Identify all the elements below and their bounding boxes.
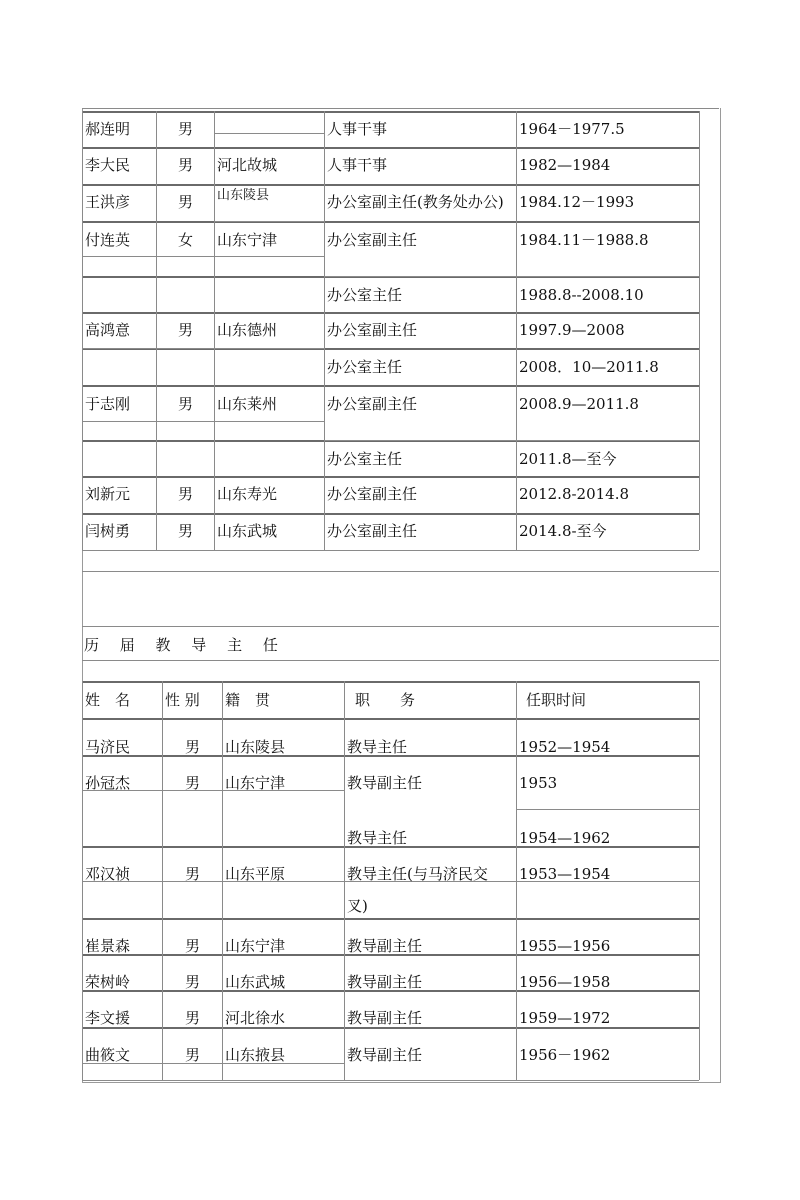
- director-name-cell: 荣树岭: [85, 973, 131, 991]
- period-cell: 2008．10—2011.8: [519, 358, 659, 376]
- v-rule: [324, 111, 325, 550]
- h-rule: [82, 660, 719, 661]
- director-name-cell: 邓汉祯: [85, 865, 131, 883]
- position-cell: 教导副主任: [347, 973, 423, 991]
- gender-cell: 男: [178, 120, 194, 138]
- header-origin: 籍 贯: [225, 691, 271, 709]
- position-cell: 办公室副主任(教务处办公): [327, 193, 504, 211]
- origin-cell: 山东莱州: [217, 395, 278, 413]
- h-rule: [82, 184, 699, 186]
- position-cell: 办公室副主任: [327, 522, 418, 540]
- period-cell: 1997.9—2008: [519, 321, 625, 339]
- v-rule: [699, 111, 700, 550]
- h-rule: [324, 440, 699, 441]
- header-gender: 性 别: [165, 691, 200, 709]
- h-rule: [324, 276, 699, 277]
- gender-cell: 女: [178, 231, 194, 249]
- h-rule: [82, 513, 699, 515]
- gender-cell: 男: [185, 973, 201, 991]
- period-cell: 1956—1958: [519, 973, 611, 991]
- period-cell: 2014.8-至今: [519, 522, 607, 540]
- origin-cell: 山东陵县: [217, 188, 270, 203]
- v-rule: [222, 681, 223, 1080]
- gender-cell: 男: [185, 738, 201, 756]
- h-rule: [82, 421, 324, 422]
- gender-cell: 男: [185, 937, 201, 955]
- position-cell: 办公室副主任: [327, 485, 418, 503]
- gender-cell: 男: [178, 485, 194, 503]
- position-cell: 教导主任(与马济民交: [347, 865, 488, 883]
- period-cell: 1984.12－1993: [519, 193, 635, 211]
- h-rule: [82, 108, 719, 109]
- director-name-cell: 曲筱文: [85, 1046, 131, 1064]
- position-cell: 办公室副主任: [327, 321, 418, 339]
- staff-name-cell: 付连英: [85, 231, 131, 249]
- origin-cell: 河北故城: [217, 156, 278, 174]
- staff-name-cell: 刘新元: [85, 485, 131, 503]
- origin-cell: 山东宁津: [217, 231, 278, 249]
- period-cell: 1982—1984: [519, 156, 611, 174]
- v-rule: [516, 681, 517, 1080]
- origin-cell: 河北徐水: [225, 1009, 286, 1027]
- period-cell: 1955—1956: [519, 937, 611, 955]
- origin-cell: 山东陵县: [225, 738, 286, 756]
- origin-cell: 山东掖县: [225, 1046, 286, 1064]
- gender-cell: 男: [185, 865, 201, 883]
- position-cell: 办公室主任: [327, 358, 403, 376]
- gender-cell: 男: [178, 395, 194, 413]
- period-cell: 2012.8-2014.8: [519, 485, 630, 503]
- position-cell: 人事干事: [327, 120, 388, 138]
- position-cell: 办公室主任: [327, 286, 403, 304]
- h-rule: [82, 918, 699, 920]
- staff-name-cell: 闫树勇: [85, 522, 131, 540]
- v-rule: [699, 681, 700, 1080]
- director-name-cell: 马济民: [85, 738, 131, 756]
- staff-name-cell: 于志刚: [85, 395, 131, 413]
- origin-cell: 山东平原: [225, 865, 286, 883]
- h-rule: [82, 147, 699, 149]
- period-cell: 1952—1954: [519, 738, 611, 756]
- period-cell: 2008.9—2011.8: [519, 395, 639, 413]
- director-name-cell: 崔景森: [85, 937, 131, 955]
- staff-name-cell: 王洪彦: [85, 193, 131, 211]
- position-cell: 人事干事: [327, 156, 388, 174]
- position-cell: 办公室主任: [327, 450, 403, 468]
- position-cell: 教导副主任: [347, 937, 423, 955]
- position-cell: 办公室副主任: [327, 395, 418, 413]
- origin-cell: 山东武城: [225, 973, 286, 991]
- period-cell: 2011.8—至今: [519, 450, 617, 468]
- h-rule: [82, 312, 699, 314]
- h-rule: [82, 571, 719, 572]
- director-name-cell: 李文援: [85, 1009, 131, 1027]
- h-rule: [82, 550, 699, 551]
- h-rule: [82, 1080, 699, 1081]
- h-rule: [214, 133, 324, 134]
- staff-name-cell: 李大民: [85, 156, 131, 174]
- period-cell: 1959—1972: [519, 1009, 611, 1027]
- period-cell: 1956－1962: [519, 1046, 611, 1064]
- gender-cell: 男: [185, 774, 201, 792]
- period-cell: 1964－1977.5: [519, 120, 625, 138]
- h-rule: [82, 626, 719, 627]
- position-cell: 教导主任: [347, 738, 408, 756]
- origin-cell: 山东武城: [217, 522, 278, 540]
- v-rule: [82, 681, 83, 1080]
- gender-cell: 男: [178, 156, 194, 174]
- position-cell: 教导副主任: [347, 1009, 423, 1027]
- h-rule: [82, 718, 699, 720]
- position-cell: 教导副主任: [347, 774, 423, 792]
- origin-cell: 山东宁津: [225, 774, 286, 792]
- staff-name-cell: 高鸿意: [85, 321, 131, 339]
- v-rule: [344, 681, 345, 1080]
- origin-cell: 山东德州: [217, 321, 278, 339]
- v-rule: [516, 111, 517, 550]
- header-period: 任职时间: [526, 691, 587, 709]
- period-cell: 1984.11－1988.8: [519, 231, 649, 249]
- h-rule: [82, 385, 699, 387]
- period-cell: 1953: [519, 774, 558, 792]
- h-rule: [82, 348, 324, 349]
- gender-cell: 男: [185, 1009, 201, 1027]
- period-cell: 1953—1954: [519, 865, 611, 883]
- h-rule: [82, 111, 699, 113]
- h-rule: [82, 681, 699, 683]
- position-cell: 教导主任: [347, 829, 408, 847]
- header-name: 姓 名: [85, 691, 131, 709]
- h-rule: [82, 221, 699, 223]
- origin-cell: 山东宁津: [225, 937, 286, 955]
- origin-cell: 山东寿光: [217, 485, 278, 503]
- position-cell: 教导副主任: [347, 1046, 423, 1064]
- position-cell: 办公室副主任: [327, 231, 418, 249]
- period-cell: 1988.8--2008.10: [519, 286, 644, 304]
- director-name-cell: 孙冠杰: [85, 774, 131, 792]
- gender-cell: 男: [185, 1046, 201, 1064]
- section-title: 历 届 教 导 主 任: [84, 636, 286, 654]
- position-cell: 叉): [347, 897, 368, 915]
- v-rule: [82, 111, 83, 550]
- gender-cell: 男: [178, 321, 194, 339]
- header-position: 职 务: [355, 691, 416, 709]
- v-rule: [214, 111, 215, 550]
- h-rule: [82, 476, 699, 478]
- staff-name-cell: 郝连明: [85, 120, 131, 138]
- h-rule: [82, 256, 324, 257]
- gender-cell: 男: [178, 193, 194, 211]
- period-cell: 1954—1962: [519, 829, 611, 847]
- v-rule: [156, 111, 157, 550]
- h-rule: [214, 221, 324, 222]
- h-rule: [516, 809, 699, 810]
- v-rule: [162, 681, 163, 1080]
- gender-cell: 男: [178, 522, 194, 540]
